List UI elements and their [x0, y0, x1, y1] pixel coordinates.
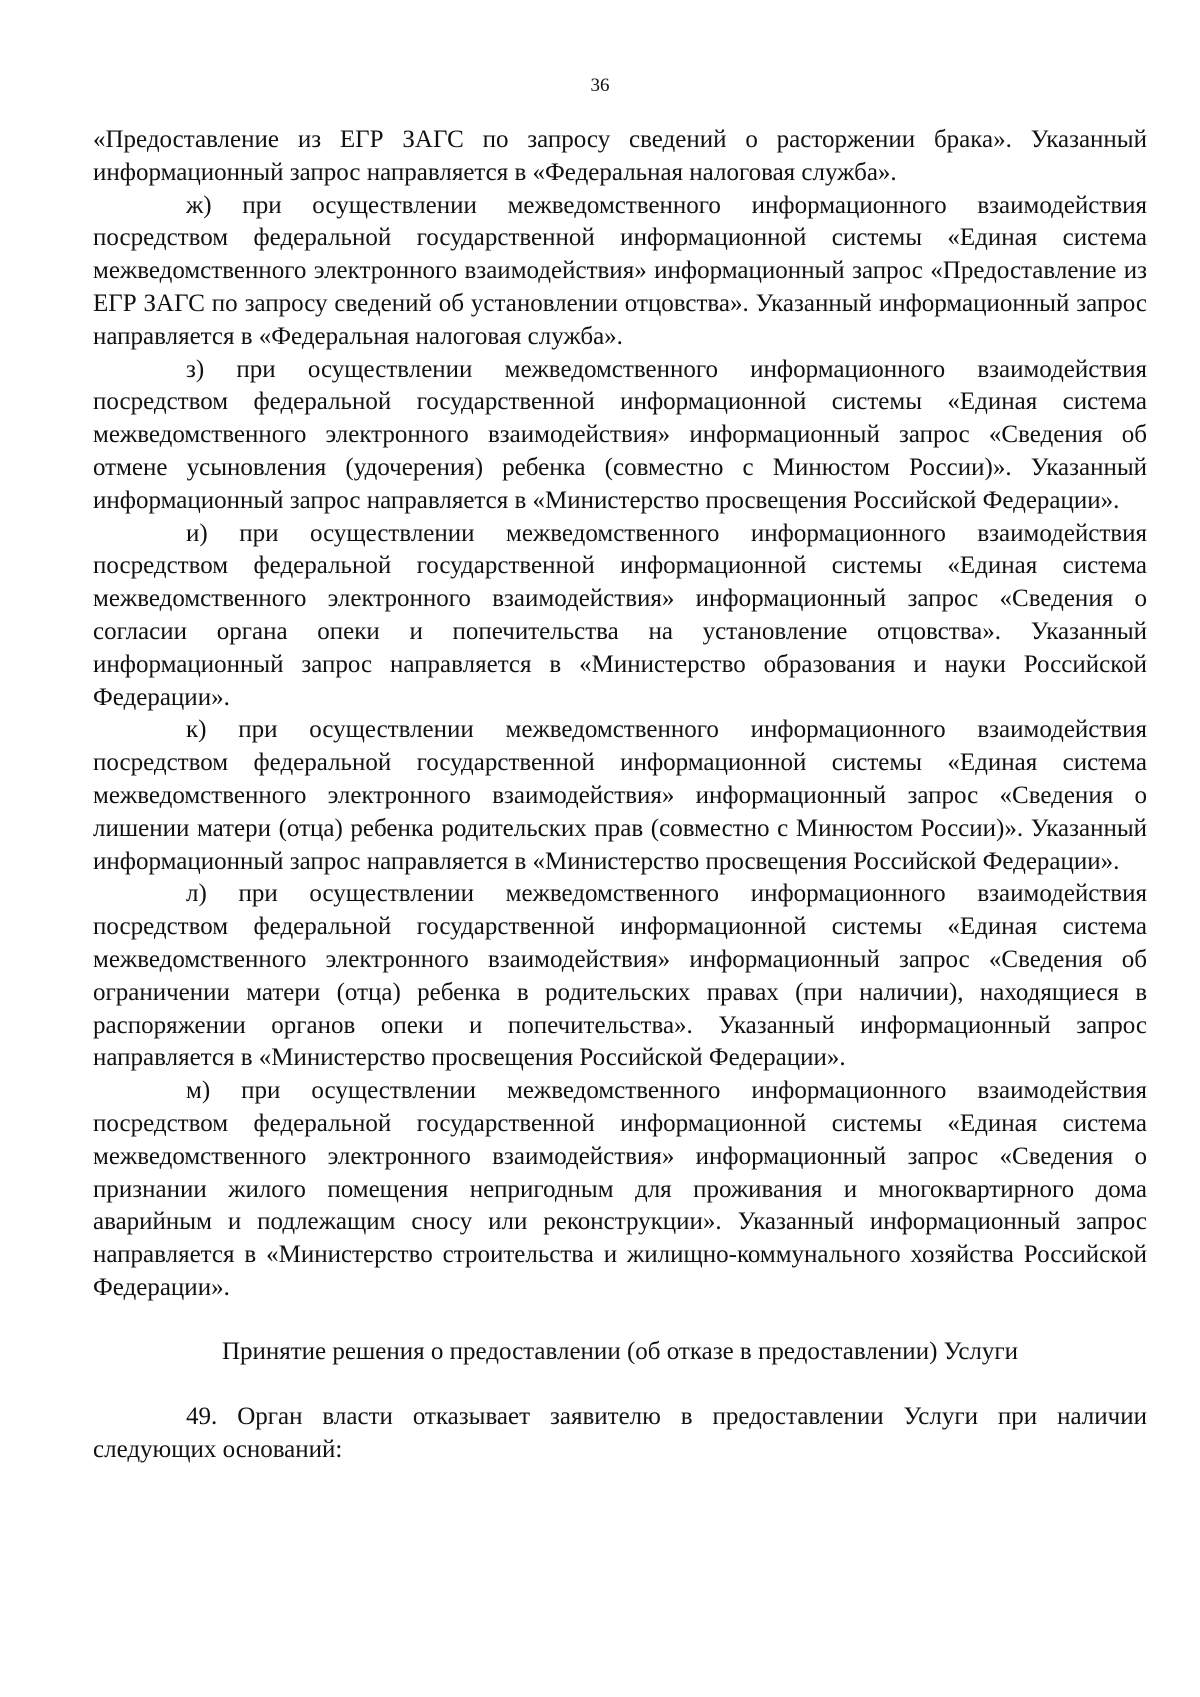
paragraph-item-i: и) при осуществлении межведомственного информационного взаимодействия посредством федеральной государственной информационной системы «Единая система межведомственного электронного взаимодействия» информационный запрос «Сведения о согласии органа опеки и попечительства на установление отцовства». Указанный информационный запрос направляется в «Министерство образования и науки Российской Федерации». [93, 519, 1147, 711]
paragraph-item-m: м) при осуществлении межведомственного информационного взаимодействия посредством федеральной государственной информационной системы «Единая система межведомственного электронного взаимодействия» информационный запрос «Сведения о признании жилого помещения непригодным для проживания и многоквартирного дома аварийным и подлежащим сносу или реконструкции». Указанный информационный запрос направляется в «Министерство строительства и жилищно-коммунального хозяйства Российской Федерации». [93, 1077, 1147, 1301]
page-number: 36 [590, 75, 610, 96]
paragraph-item-k: к) при осуществлении межведомственного информационного взаимодействия посредством федеральной государственной информационной системы «Единая система межведомственного электронного взаимодействия» информационный запрос «Сведения о лишении матери (отца) ребенка родительских прав (совместно с Минюстом России)». Указанный информационный запрос направляется в «Министерство просвещения Российской Федерации». [93, 716, 1147, 875]
paragraph-item-z: з) при осуществлении межведомственного информационного взаимодействия посредством федеральной государственной информационной системы «Единая система межведомственного электронного взаимодействия» информационный запрос «Сведения об отмене усыновления (удочерения) ребенка (совместно с Минюстом России)». Указанный информационный запрос направляется в «Министерство просвещения Российской Федерации». [93, 355, 1147, 514]
section-heading: Принятие решения о предоставлении (об отказе в предоставлении) Услуги [221, 1337, 1019, 1365]
paragraph-49: 49. Орган власти отказывает заявителю в предоставлении Услуги при наличии следующих оснований: [93, 1403, 1147, 1464]
paragraph-item-zh: ж) при осуществлении межведомственного информационного взаимодействия посредством федеральной государственной информационной системы «Единая система межведомственного электронного взаимодействия» информационный запрос «Предоставление из ЕГР ЗАГС по запросу сведений об установлении отцовства». Указанный информационный запрос направляется в «Федеральная налоговая служба». [93, 191, 1147, 350]
document-body [93, 124, 1147, 1467]
paragraph-item-l: л) при осуществлении межведомственного информационного взаимодействия посредством федеральной государственной информационной системы «Единая система межведомственного электронного взаимодействия» информационный запрос «Сведения об ограничении матери (отца) ребенка в родительских правах (при наличии), находящиеся в распоряжении органов опеки и попечительства». Указанный информационный запрос направляется в «Министерство просвещения Российской Федерации». [93, 880, 1147, 1072]
paragraph-continuation: «Предоставление из ЕГР ЗАГС по запросу сведений о расторжении брака». Указанный информационный запрос направляется в «Федеральная налоговая служба». [93, 126, 1147, 186]
